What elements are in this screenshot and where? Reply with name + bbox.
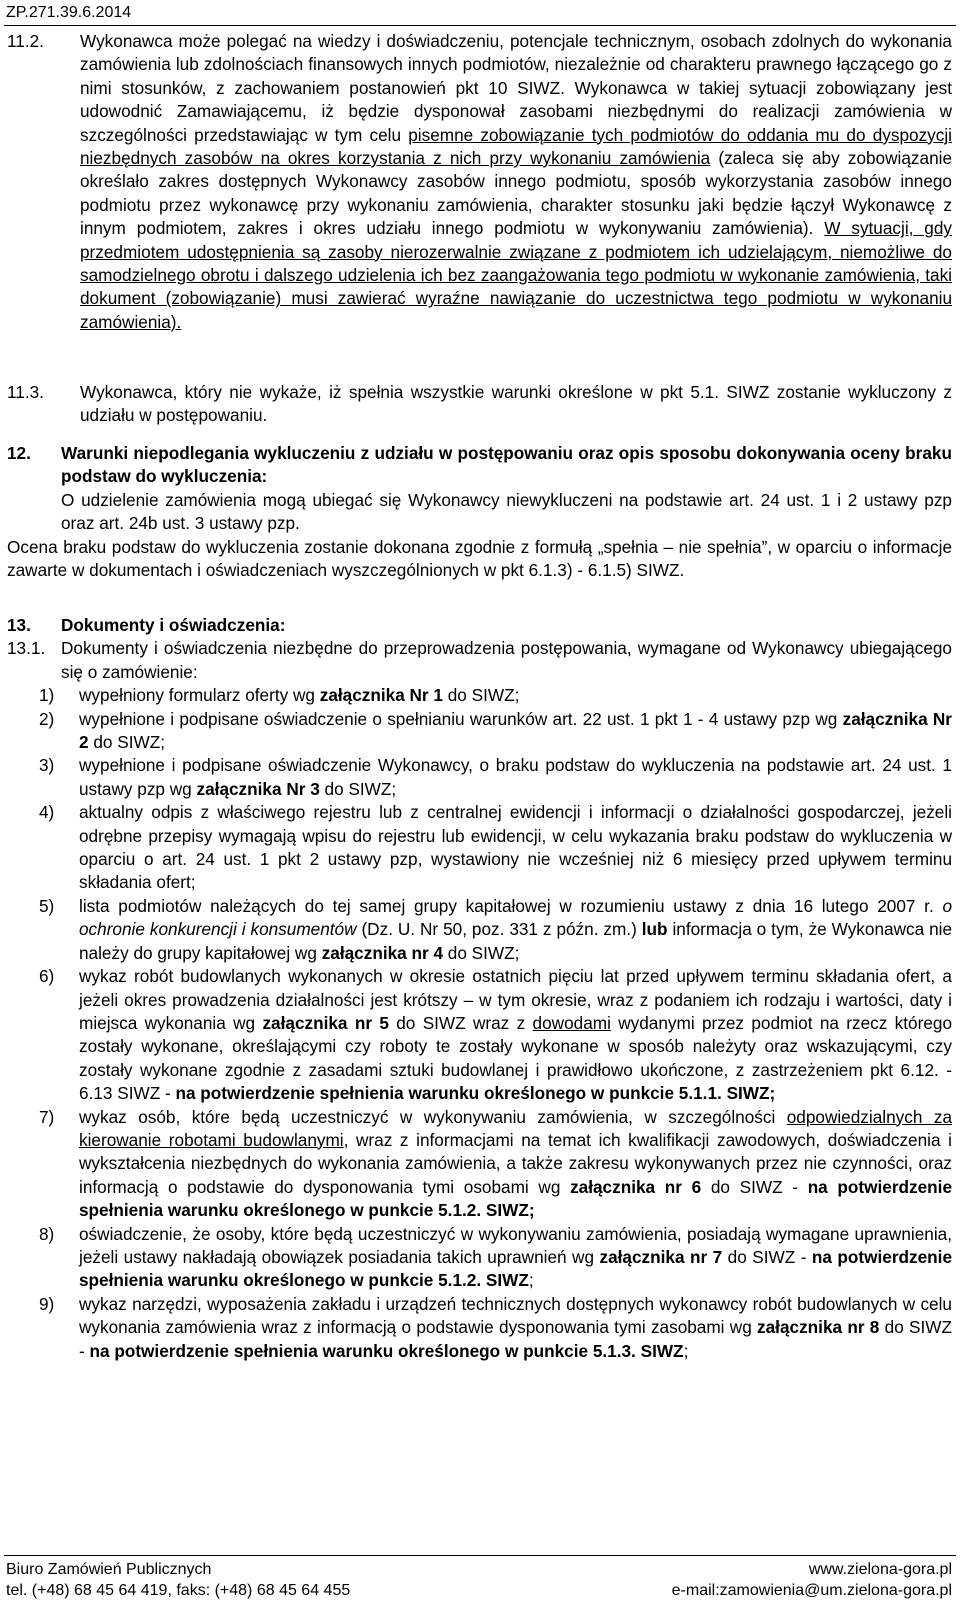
section-number: 12. bbox=[7, 443, 31, 463]
section-11-2 bbox=[7, 30, 952, 334]
section-text: Wykonawca może polegać na wiedzy i doświadczeniu, potencjale technicznym, osobach zdolnych do wykonania zamówienia lub zdolnościach finansowych innych podmiotów, niezależnie od charakteru prawnego łączącego go z nimi stosunków, z zachowaniem postanowień pkt 10 SIWZ. Wykonawca w takiej sytuacji zobowiązany jest udowodnić Zamawiającemu, iż będzie dysponował zasobami niezbędnymi do realizacji zamówienia w szczególności przedstawiając w tym celu pisemne zobowiązanie tych podmiotów do oddania mu do dyspozycji niezbędnych zasobów na okres korzystania z nich przy wykonaniu zamówienia (zaleca się aby zobowiązanie określało zakres dostępnych Wykonawcy zasobów innego podmiotu, sposób wykorzystania zasobów innego podmiotu przez wykonawcę przy wykonaniu zamówienia, charakter stosunku jaki będzie łączył Wykonawcę z innym podmiotem, zakres i okres udziału innego podmiotu w wykonywaniu zamówienia). W sytuacji, gdy przedmiotem udostępnienia są zasoby nierozerwalnie związane z podmiotem ich udzielającym, niemożliwe do samodzielnego obrotu i dalszego udzielenia ich bez zaangażowania tego podmiotu w wykonanie zamówienia, taki dokument (zobowiązanie) musi zawierać wyraźne nawiązanie do uczestnictwa tego podmiotu w wykonaniu zamówienia). bbox=[80, 31, 953, 332]
list-item: 6) wykaz robót budowlanych wykonanych w okresie ostatnich pięciu lat przed upływem terminu składania ofert, a jeżeli okres prowadzenia działalności jest krótszy – w tym okresie, wraz z podaniem ich rodzaju i wartości, daty i miejsca wykonania wg załącznika nr 5 do SIWZ wraz z dowodami wydanymi przez podmiot na rzecz którego zostały wykonane, określającymi czy roboty te zostały wykonane w sposób należyty oraz wskazującymi, czy zostały wykonane zgodnie z zasadami sztuki budowlanej i prawidłowo ukończone, z zastrzeżeniem pkt 6.12. - 6.13 SIWZ - na potwierdzenie spełnienia warunku określonego w punkcie 5.1.1. SIWZ; bbox=[39, 966, 952, 1104]
section-paragraph: O udzielenie zamówienia mogą ubiegać się Wykonawcy niewykluczeni na podstawie art. 24 ust. 1 i 2 ustawy pzp oraz art. 24b ust. 3 ustawy pzp. bbox=[61, 489, 952, 534]
subsection-text: Dokumenty i oświadczenia niezbędne do przeprowadzenia postępowania, wymagane od Wykonawcy ubiegającego się o zamówienie: bbox=[61, 638, 952, 682]
section-12 bbox=[7, 442, 952, 582]
section-number: 13. bbox=[7, 615, 31, 635]
section-title: Warunki niepodlegania wykluczeniu z udziału w postępowaniu oraz opis sposobu dokonywania oceny braku podstaw do wykluczenia: bbox=[61, 443, 952, 487]
section-11-3 bbox=[7, 381, 952, 428]
footer-website-link[interactable]: www.zielona-gora.pl bbox=[808, 1561, 952, 1578]
footer-phone: tel. (+48) 68 45 64 419, faks: (+48) 68 45 64 455 bbox=[6, 1582, 351, 1599]
section-text: Wykonawca, który nie wykaże, iż spełnia wszystkie warunki określone w pkt 5.1. SIWZ zostanie wykluczony z udziału w postępowaniu. bbox=[80, 382, 952, 426]
footer-email-link[interactable]: e-mail:zamowienia@um.zielona-gora.pl bbox=[671, 1582, 952, 1599]
list-item: 3) wypełnione i podpisane oświadczenie Wykonawcy, o braku podstaw do wykluczenia na podstawie art. 24 ust. 1 ustawy pzp wg załącznika Nr 3 do SIWZ; bbox=[39, 755, 952, 799]
footer-divider bbox=[4, 1555, 956, 1556]
section-number: 11.3. bbox=[7, 382, 44, 402]
list-item: 7) wykaz osób, które będą uczestniczyć w wykonywaniu zamówienia, w szczególności odpowiedzialnych za kierowanie robotami budowlanymi, wraz z informacjami na temat ich kwalifikacji zawodowych, doświadczenia i wykształcenia niezbędnych do wykonania zamówienia, a także zakresu wykonywanych przez nie czynności, oraz informacją o podstawie do dysponowania tymi osobami wg załącznika nr 6 do SIWZ - na potwierdzenie spełnienia warunku określonego w punkcie 5.1.2. SIWZ; bbox=[39, 1106, 953, 1221]
document-reference: ZP.271.39.6.2014 bbox=[6, 4, 132, 21]
section-title: Dokumenty i oświadczenia: bbox=[61, 615, 286, 635]
section-13 bbox=[7, 614, 952, 1363]
list-item: 4) aktualny odpis z właściwego rejestru lub z centralnej ewidencji i informacji o działalności gospodarczej, jeżeli odrębne przepisy wymagają wpisu do rejestru lub ewidencji, w celu wykazania braku podstaw do wykluczenia w oparciu o art. 24 ust. 1 pkt 2 ustawy pzp, wystawiony nie wcześniej niż 6 miesięcy przed upływem terminu składania ofert; bbox=[39, 802, 952, 893]
list-item: 2) wypełnione i podpisane oświadczenie o spełnianiu warunków art. 22 ust. 1 pkt 1 - 4 ustawy pzp wg załącznika Nr 2 do SIWZ; bbox=[39, 708, 952, 753]
list-item: 8) oświadczenie, że osoby, które będą uczestniczyć w wykonywaniu zamówienia, posiadają wymagane uprawnienia, jeżeli ustawy nakładają obowiązek posiadania takich uprawnień wg załącznika nr 7 do SIWZ - na potwierdzenie spełnienia warunku określonego w punkcie 5.1.2. SIWZ; bbox=[39, 1223, 953, 1291]
section-paragraph: Ocena braku podstaw do wykluczenia zostanie dokonana zgodnie z formułą „spełnia – nie spełnia”, w oparciu o informacje zawarte w dokumentach i oświadczeniach wyszczególnionych w pkt 6.1.3) - 6.1.5) SIWZ. bbox=[7, 536, 952, 581]
list-item: 9) wykaz narzędzi, wyposażenia zakładu i urządzeń technicznych dostępnych wykonawcy robót budowlanych w celu wykonania zamówienia wraz z informacją o podstawie dysponowania tymi zasobami wg załącznika nr 8 do SIWZ - na potwierdzenie spełnienia warunku określonego w punkcie 5.1.3. SIWZ; bbox=[39, 1293, 952, 1361]
header-divider bbox=[4, 25, 956, 26]
list-item: 1) wypełniony formularz oferty wg załącznika Nr 1 do SIWZ; bbox=[39, 685, 520, 706]
subsection-number: 13.1. bbox=[7, 638, 46, 659]
section-number: 11.2. bbox=[7, 31, 44, 51]
footer-office: Biuro Zamówień Publicznych bbox=[6, 1561, 212, 1578]
list-item: 5) lista podmiotów należących do tej samej grupy kapitałowej w rozumieniu ustawy z dnia 16 lutego 2007 r. o ochronie konkurencji i konsumentów (Dz. U. Nr 50, poz. 331 z późn. zm.) lub informacja o tym, że Wykonawca nie należy do grupy kapitałowej wg załącznika nr 4 do SIWZ; bbox=[39, 895, 953, 963]
